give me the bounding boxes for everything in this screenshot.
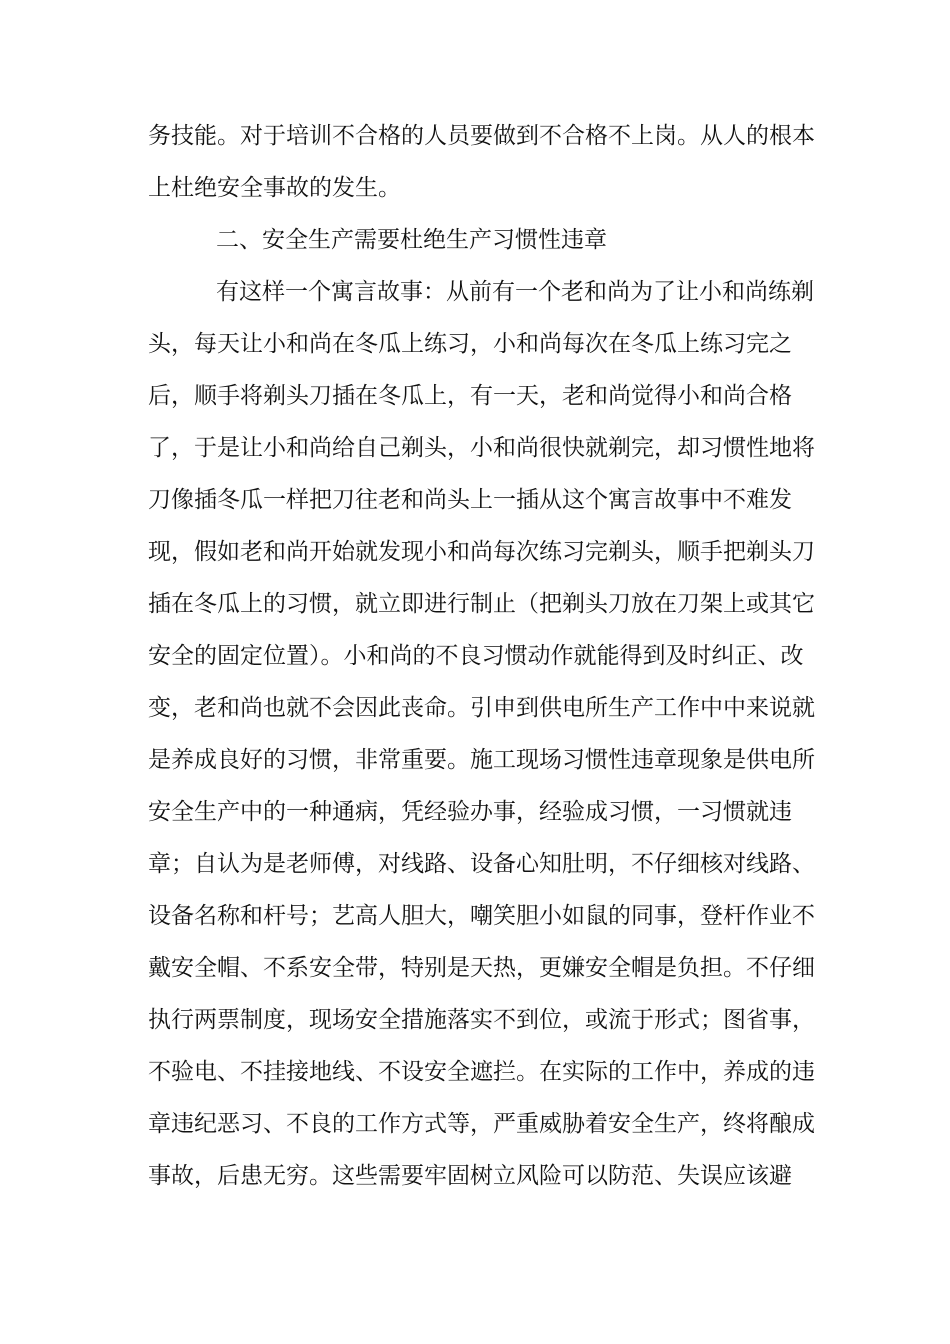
text-line-20: 章违纪恶习、不良的工作方式等，严重威胁着安全生产，终将酿成 [148, 1111, 815, 1137]
text-line-19: 不验电、不挂接地线、不设安全遮拦。在实际的工作中，养成的违 [148, 1059, 815, 1085]
text-line-13: 是养成良好的习惯，非常重要。施工现场习惯性违章现象是供电所 [148, 747, 815, 773]
text-line-10: 插在冬瓜上的习惯，就立即进行制止（把剃头刀放在刀架上或其它 [148, 591, 815, 617]
text-line-11: 安全的固定位置）。小和尚的不良习惯动作就能得到及时纠正、改 [148, 643, 804, 669]
text-line-7: 了，于是让小和尚给自己剃头，小和尚很快就剃完，却习惯性地将 [148, 435, 815, 461]
text-line-16: 设备名称和杆号；艺高人胆大，嘲笑胆小如鼠的同事，登杆作业不 [148, 903, 815, 929]
text-line-21: 事故，后患无穷。这些需要牢固树立风险可以防范、失误应该避 [148, 1163, 792, 1189]
text-line-9: 现，假如老和尚开始就发现小和尚每次练习完剃头，顺手把剃头刀 [148, 539, 815, 565]
text-line-2: 上杜绝安全事故的发生。 [148, 175, 401, 201]
section-heading: 二、安全生产需要杜绝生产习惯性违章 [216, 227, 607, 253]
paragraph-start-line: 有这样一个寓言故事：从前有一个老和尚为了让小和尚练剃 [216, 279, 814, 305]
text-line-1: 务技能。对于培训不合格的人员要做到不合格不上岗。从人的根本 [148, 123, 815, 149]
text-line-15: 章；自认为是老师傅，对线路、设备心知肚明，不仔细核对线路、 [148, 851, 815, 877]
text-line-6: 后，顺手将剃头刀插在冬瓜上，有一天，老和尚觉得小和尚合格 [148, 383, 792, 409]
text-line-14: 安全生产中的一种通病，凭经验办事，经验成习惯，一习惯就违 [148, 799, 792, 825]
text-line-5: 头，每天让小和尚在冬瓜上练习，小和尚每次在冬瓜上练习完之 [148, 331, 792, 357]
text-line-8: 刀像插冬瓜一样把刀往老和尚头上一插从这个寓言故事中不难发 [148, 487, 792, 513]
text-line-17: 戴安全帽、不系安全带，特别是天热，更嫌安全帽是负担。不仔细 [148, 955, 815, 981]
text-line-12: 变，老和尚也就不会因此丧命。引申到供电所生产工作中中来说就 [148, 695, 815, 721]
text-line-18: 执行两票制度，现场安全措施落实不到位，或流于形式；图省事， [148, 1007, 815, 1033]
